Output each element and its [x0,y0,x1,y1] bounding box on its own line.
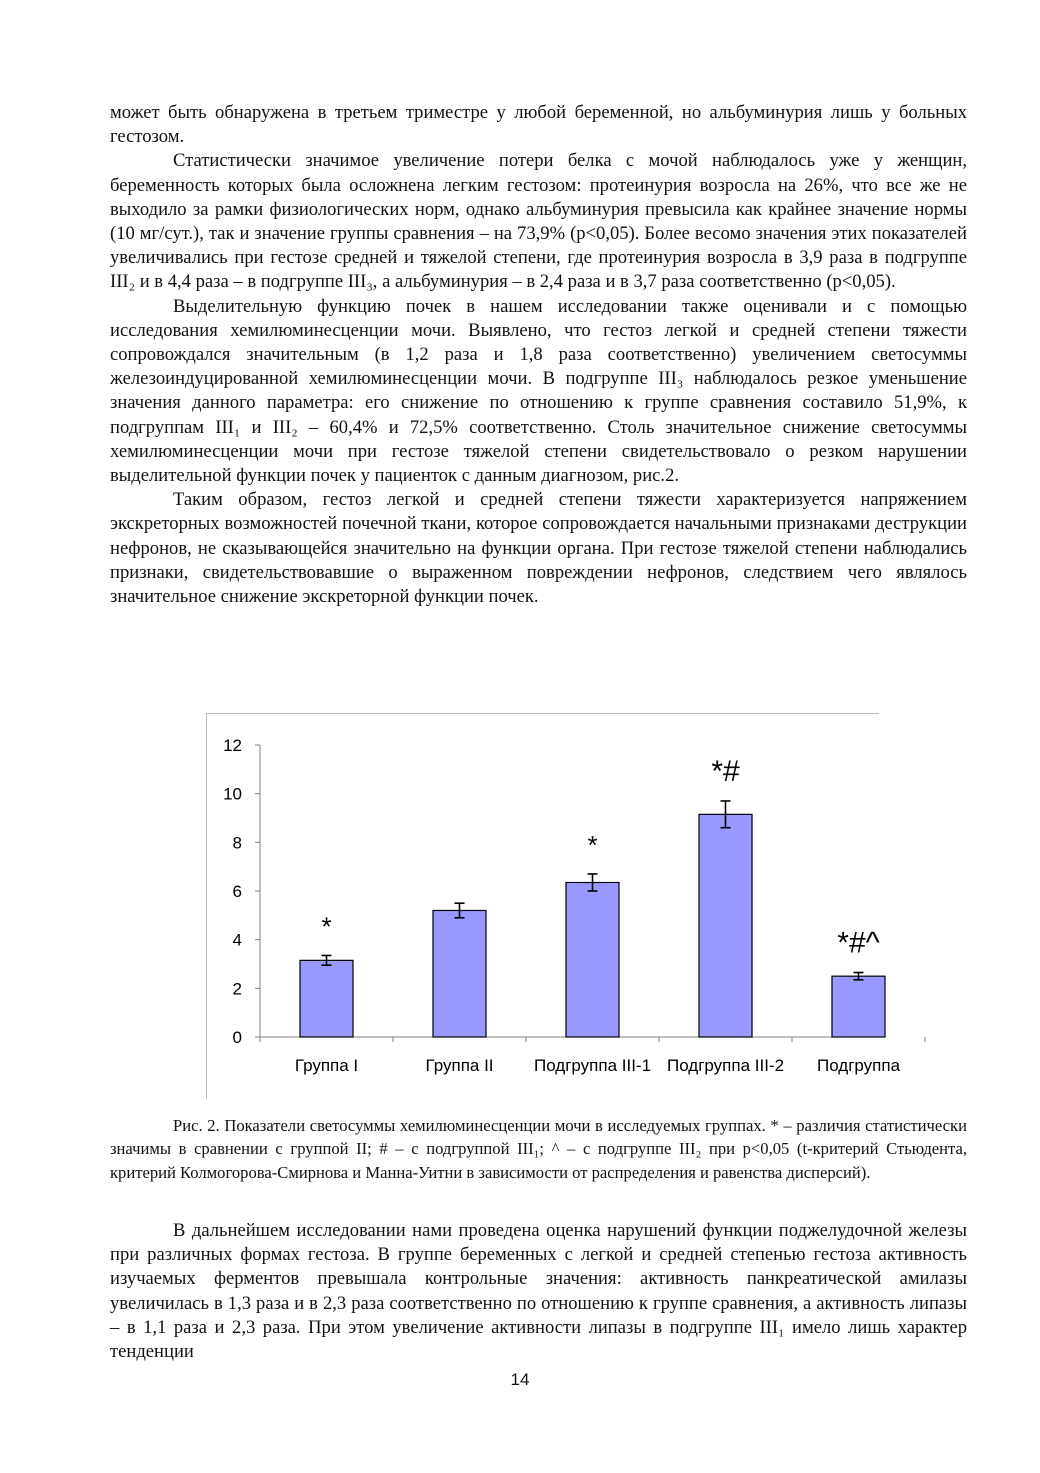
paragraph: может быть обнаружена в третьем триместре у любой беременной, но альбуминурия лишь у больных гестозом. [110,102,967,148]
bar [300,960,353,1037]
bar [433,910,486,1037]
body-text-bottom [110,1219,967,1364]
paragraph: Статистически значимое увеличение потери белка с мочой наблюдалось уже у женщин, беременность которых была осложнена легким гестозом: протеинурия возросла на 26%, что все же не выходило за рамки физиологических норм, однако альбуминурия превысила как крайнее значение нормы (10 мг/сут.), так и значение группы сравнения – на 73,9% (p<0,05). Более весомо значения этих показателей увеличивались при гестозе средней и тяжелой степени, где протеинурия возросла в 3,9 раза в подгруппе III₂ и в 4,4 раза – в подгруппе III₃, а альбуминурия – в 2,4 раза и в 3,7 раза соответственно (p<0,05). [110,150,967,293]
category-label: Группа I [294,1056,359,1075]
y-tick-label: 12 [223,736,242,755]
category-label: Подгруппа III-2 [666,1056,785,1075]
paragraph: В дальнейшем исследовании нами проведена оценка нарушений функции поджелудочной железы при различных формах гестоза. В группе беременных с легкой и средней степенью гестоза активность изучаемых ферментов превышала контрольные значения: активность панкреатической амилазы увеличилась в 1,3 раза и в 2,3 раза соответственно по отношению к группе сравнения, а активность липазы – в 1,1 раза и 2,3 раза. При этом увеличение активности липазы в подгруппе III₁ имело лишь характер тенденции [110,1220,967,1363]
y-tick-label: 4 [232,930,242,950]
category-label: Подгруппа III-1 [533,1056,652,1075]
paragraph: Таким образом, гестоз легкой и средней степени тяжести характеризуется напряжением экскреторных возможностей почечной ткани, которое сопровождается начальными признаками деструкции нефронов, не сказывающейся значительно на функции органа. При гестозе тяжелой степени наблюдались признаки, свидетельствовавшие о выраженном повреждении нефронов, следствием чего являлось значительное снижение экскреторной функции почек. [110,489,967,608]
significance-annotation: *# [711,754,740,788]
category-label: Группа II [425,1056,494,1075]
bar [832,976,885,1037]
bar [566,882,619,1037]
caption-text: Рис. 2. Показатели светосуммы хемилюминесценции мочи в исследуемых группах. * – различия статистически значимы в сравнении с группой II; # – с подгруппой III₁; ^ – с подгруппе III₂ при p<0,05 (t-критерий Стьюдента, критерий Колмогорова-Смирнова и Манна-Уитни в зависимости от распределения и равенства дисперсий). [110,1116,967,1182]
category-label: Подгруппа [816,1056,901,1075]
bar-chart [207,714,901,1099]
figure-chart [206,713,901,1099]
y-tick-label: 8 [232,833,242,853]
y-tick-label: 10 [223,784,242,804]
significance-annotation: * [587,829,598,860]
y-tick-label: 0 [232,1028,242,1047]
body-text-top [110,101,967,609]
page-number: 14 [510,1370,530,1389]
significance-annotation: *#^ [837,926,880,960]
paragraph: Выделительную функцию почек в нашем исследовании также оценивали и с помощью исследования хемилюминесценции мочи. Выявлено, что гестоз легкой и средней степени тяжести сопровождался значительным (в 1,2 раза и 1,8 раза соответственно) увеличением светосуммы железоиндуцированной хемилюминесценции мочи. В подгруппе III₃ наблюдалось резкое уменьшение значения данного параметра: его снижение по отношению к группе сравнения составило 51,9%, к подгруппам III₁ и III₂ – 60,4% и 72,5% соответственно. Столь значительное снижение светосуммы хемилюминесценции мочи при гестозе тяжелой степени свидетельствовало о резком нарушении выделительной функции почек у пациенток с данным диагнозом, рис.2. [110,295,967,487]
significance-annotation: * [321,911,332,942]
figure-caption [110,1114,967,1184]
bar [699,814,752,1037]
y-tick-label: 2 [232,979,242,999]
y-tick-label: 6 [232,882,242,901]
